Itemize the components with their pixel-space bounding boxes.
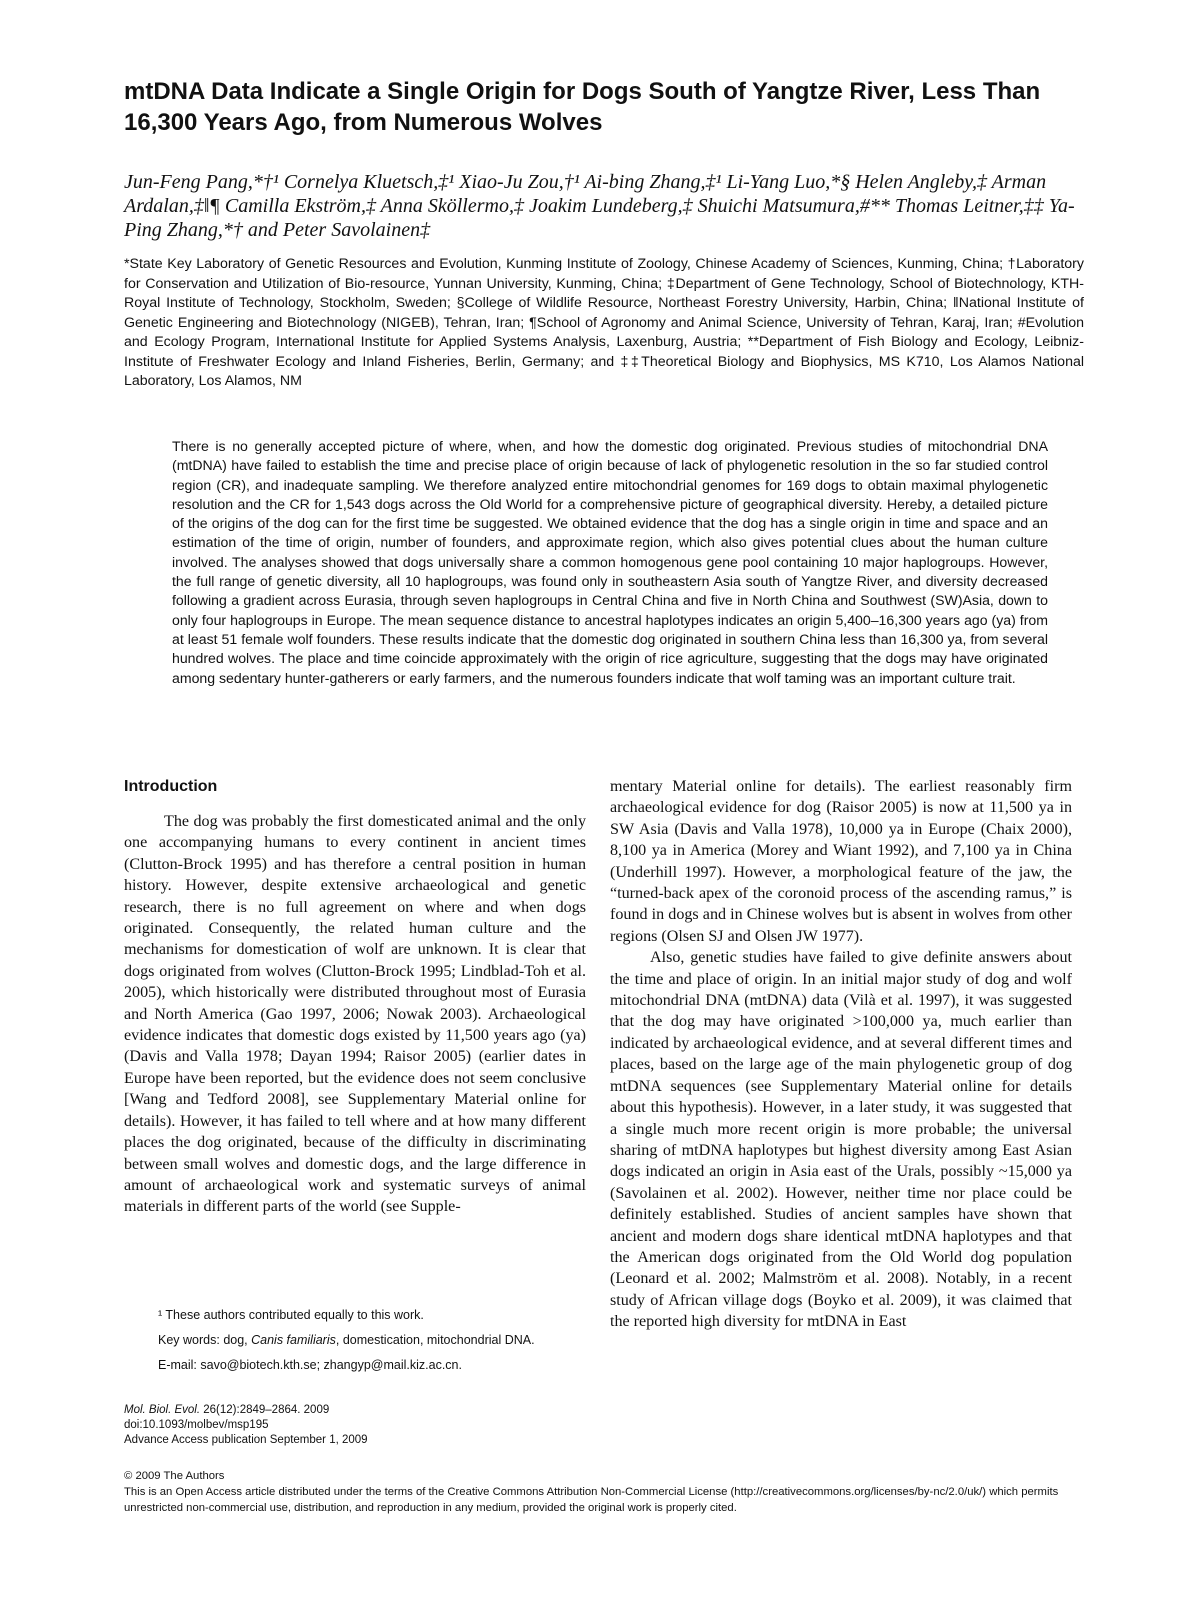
abstract: There is no generally accepted picture of where, when, and how the domestic dog originated. Previous studies of mitochondrial DNA (mtDNA) have failed to establish the time and precise place of origin because of lack of phylogenetic resolution in the so far studied control region (CR), and inadequate sampling. We therefore analyzed entire mitochondrial genomes for 169 dogs to obtain maximal phylogenetic resolution and the CR for 1,543 dogs across the Old World for a comprehensive picture of geographical diversity. Hereby, a detailed picture of the origins of the dog can for the first time be suggested. We obtained evidence that the dog has a single origin in time and space and an estimation of the time of origin, number of founders, and approximate region, which also gives potential clues about the human culture involved. The analyses showed that dogs universally share a common homogenous gene pool containing 10 major haplogroups. However, the full range of genetic diversity, all 10 haplogroups, was found only in southeastern Asia south of Yangtze River, and diversity decreased following a gradient across Eurasia, through seven haplogroups in Central China and five in North China and Southwest (SW)Asia, down to only four haplogroups in Europe. The mean sequence distance to ancestral haplotypes indicates an origin 5,400–16,300 years ago (ya) from at least 51 female wolf founders. These results indicate that the domestic dog originated in southern China less than 16,300 ya, from several hundred wolves. The place and time coincide approximately with the origin of rice agriculture, suggesting that the dogs may have originated among sedentary hunter-gatherers or early farmers, and the numerous founders indicate that wolf taming was an important culture trait. [172, 438, 1048, 686]
journal-citation [124, 1403, 586, 1418]
doi[interactable]: doi:10.1093/molbev/msp195 [124, 1419, 269, 1431]
author-list: Jun-Feng Pang,*†¹ Cornelya Kluetsch,‡¹ Xiao-Ju Zou,†¹ Ai-bing Zhang,‡¹ Li-Yang Luo,*§ Helen Angleby,‡ Arman Ardalan,‡‖¶ Camilla Ekström,‡ Anna Sköllermo,‡ Joakim Lundeberg,‡ Shuichi Matsumura,#** Thomas Leitner,‡‡ Ya-Ping Zhang,*† and Peter Savolainen‡ [124, 171, 1075, 241]
journal-name: Mol. Biol. Evol. [124, 1404, 201, 1416]
keywords-label: Key words: [158, 1333, 224, 1347]
intro-paragraph-1: The dog was probably the first domesticated animal and the only one accompanying humans to every continent in ancient times (Clutton-Brock 1995) and has therefore a central position in human history. However, despite extensive archaeological and genetic research, there is no full agreement on where and when dogs originated. Consequently, the related human culture and the mechanisms for domestication of wolf are unknown. It is clear that dogs originated from wolves (Clutton-Brock 1995; Lindblad-Toh et al. 2005), which historically were distributed throughout most of Eurasia and North America (Gao 1997, 2006; Nowak 2003). Archaeological evidence indicates that domestic dogs existed by 11,500 years ago (ya) (Davis and Valla 1978; Dayan 1994; Raisor 2005) (earlier dates in Europe have been reported, but the evidence does not seem conclusive [Wang and Tedford 2008], see Supplementary Material online for details). However, it has failed to tell where and at how many different places the dog originated, because of the difficulty in discriminating between small wolves and domestic dogs, and the large difference in amount of archaeological work and systematic surveys of animal materials in different parts of the world (see Supple- [124, 813, 586, 1216]
keywords [124, 1332, 586, 1349]
left-column [124, 776, 586, 1218]
contribution-footnote: ¹ These authors contributed equally to this work. [158, 1308, 424, 1322]
journal-info [124, 1403, 586, 1448]
license-block [124, 1468, 1074, 1516]
keywords-italic: Canis familiaris [251, 1333, 336, 1347]
intro-paragraph-1-cont: mentary Material online for details). The earliest reasonably firm archaeological evidence for dog (Raisor 2005) is now at 11,500 ya in SW Asia (Davis and Valla 1978), 10,000 ya in Europe (Chaix 2000), 8,100 ya in America (Morey and Wiant 1992), and 7,100 ya in China (Underhill 1997). However, a morphological feature of the jaw, the “turned-back apex of the coronoid process of the ascending ramus,” is found in dogs and in Chinese wolves but is absent in wolves from other regions (Olsen SJ and Olsen JW 1977). [610, 778, 1072, 945]
advance-access: Advance Access publication September 1, 2009 [124, 1434, 368, 1446]
paper-title: mtDNA Data Indicate a Single Origin for Dogs South of Yangtze River, Less Than 16,300 Years Ago, from Numerous Wolves [124, 78, 1041, 136]
footnotes [124, 1307, 586, 1382]
introduction-heading: Introduction [124, 778, 218, 795]
journal-volume: 26(12):2849–2864. 2009 [200, 1404, 330, 1416]
keywords-pre: dog, [223, 1333, 252, 1347]
email-line[interactable]: E-mail: savo@biotech.kth.se; zhangyp@mail.kiz.ac.cn. [158, 1358, 462, 1372]
license-text: This is an Open Access article distributed under the terms of the Creative Commons Attribution Non-Commercial License (http://creativecommons.org/licenses/by-nc/2.0/uk/) which permits unrestricted non-commercial use, distribution, and reproduction in any medium, provided the original work is properly cited. [124, 1486, 1059, 1514]
intro-paragraph-2: Also, genetic studies have failed to give definite answers about the time and place of origin. In an initial major study of dog and wolf mitochondrial DNA (mtDNA) data (Vilà et al. 1997), it was suggested that the dog may have originated >100,000 ya, much earlier than indicated by archaeological evidence, and at several different times and places, based on the large age of the main phylogenetic group of dog mtDNA sequences (see Supplementary Material online for details about this hypothesis). However, in a later study, it was suggested that a single much more recent origin is more probable; the universal sharing of mtDNA haplotypes but highest diversity among East Asian dogs indicated an origin in Asia east of the Urals, possibly ~15,000 ya (Savolainen et al. 2002). However, neither time nor place could be definitely established. Studies of ancient samples have shown that ancient and modern dogs share identical mtDNA haplotypes and that the American dogs originated from the Old World dog population (Leonard et al. 2002; Malmström et al. 2008). Notably, in a recent study of African village dogs (Boyko et al. 2009), it was claimed that the reported high diversity for mtDNA in East [610, 949, 1072, 1331]
keywords-post: , domestication, mitochondrial DNA. [335, 1333, 535, 1347]
copyright: © 2009 The Authors [124, 1470, 225, 1482]
right-column [610, 776, 1072, 1333]
affiliations: *State Key Laboratory of Genetic Resources and Evolution, Kunming Institute of Zoology, Chinese Academy of Sciences, Kunming, China; †Laboratory for Conservation and Utilization of Bio-resource, Yunnan University, Kunming, China; ‡Department of Gene Technology, School of Biotechnology, KTH-Royal Institute of Technology, Stockholm, Sweden; §College of Wildlife Resource, Northeast Forestry University, Harbin, China; ‖National Institute of Genetic Engineering and Biotechnology (NIGEB), Tehran, Iran; ¶School of Agronomy and Animal Science, University of Tehran, Karaj, Iran; #Evolution and Ecology Program, International Institute for Applied Systems Analysis, Laxenburg, Austria; **Department of Fish Biology and Ecology, Leibniz-Institute of Freshwater Ecology and Inland Fisheries, Berlin, Germany; and ‡‡Theoretical Biology and Biophysics, MS K710, Los Alamos National Laboratory, Los Alamos, NM [124, 256, 1084, 389]
